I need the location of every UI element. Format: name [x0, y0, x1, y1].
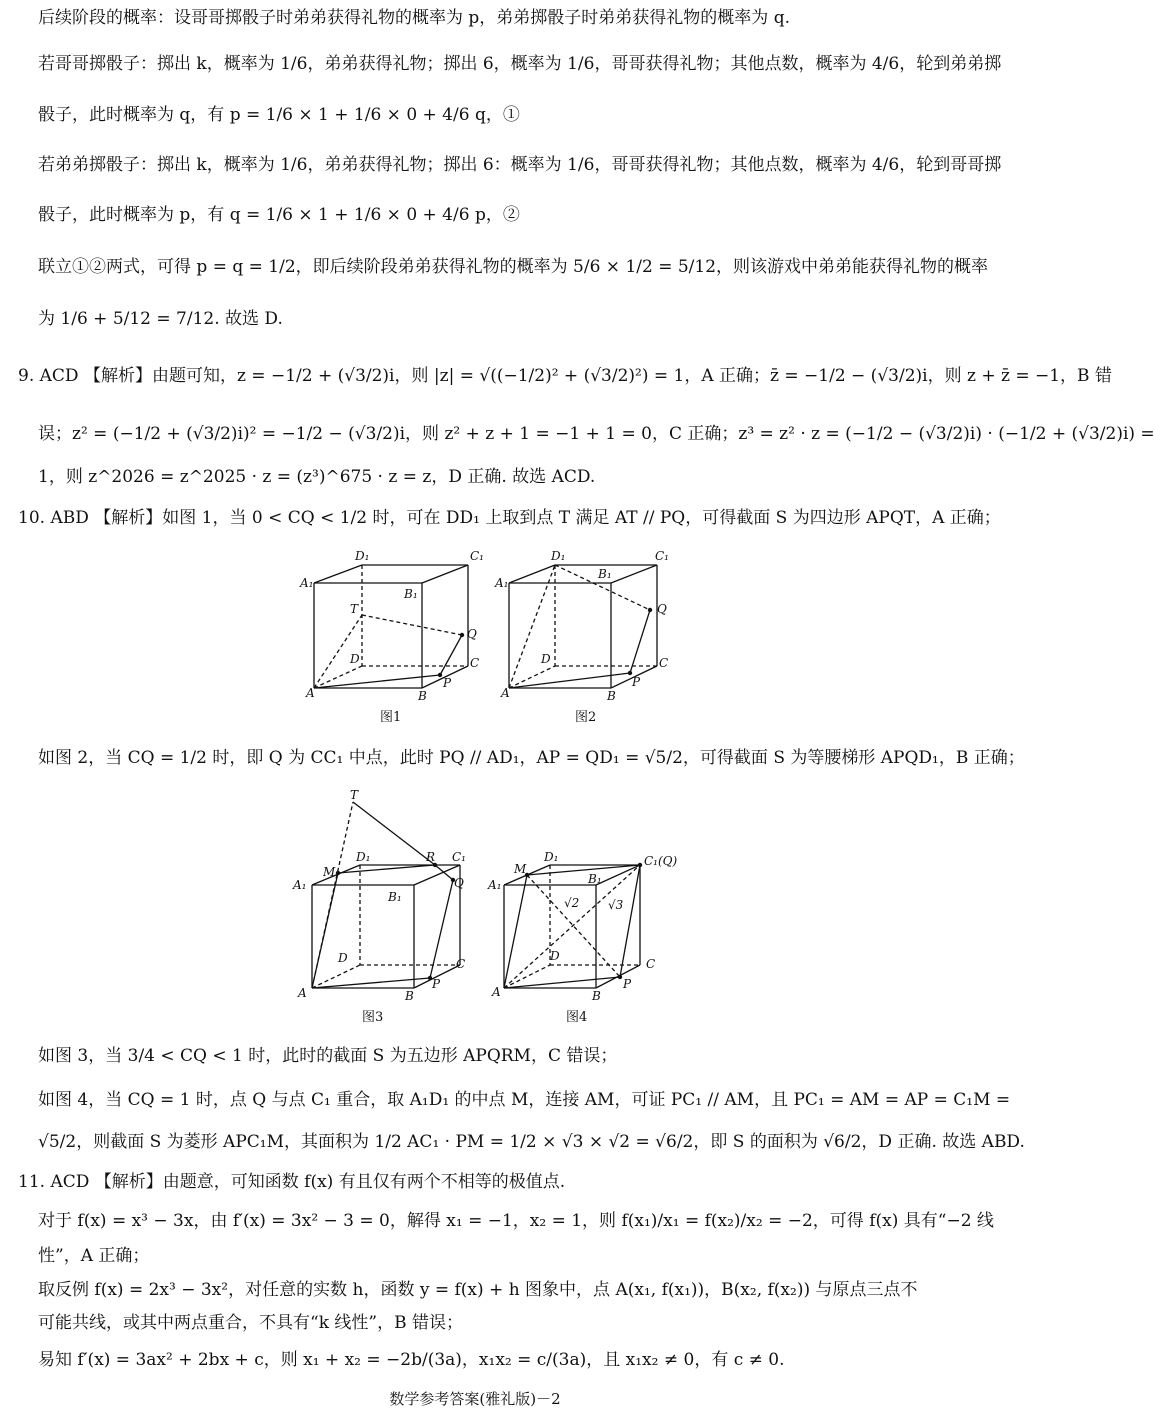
fig4-label-A: A [492, 985, 501, 999]
fig3-label-Q: Q [454, 876, 464, 890]
text-line-3: 骰子，此时概率为 q，有 p = 1/6 × 1 + 1/6 × 0 + 4/6 q，① [38, 105, 520, 125]
text-line-15: √5/2，则截面 S 为菱形 APC₁M，其面积为 1/2 AC₁ · PM = 1/2 × √3 × √2 = √6/2，即 S 的面积为 √6/2，D 正确. 故选 ABD. [38, 1132, 1025, 1152]
fig3-label-B1: B₁ [388, 890, 402, 904]
fig4-label-M: M [514, 862, 527, 876]
fig4-label-P: P [623, 977, 632, 991]
text-line-7: 为 1/6 + 5/12 = 7/12. 故选 D. [38, 309, 283, 329]
fig3-label-T: T [350, 788, 359, 802]
fig1-label-Q: Q [467, 627, 477, 641]
fig4-label-D: D [550, 949, 560, 963]
fig1-label-T: T [350, 602, 359, 616]
text-line-17: 对于 f(x) = x³ − 3x，由 f′(x) = 3x² − 3 = 0，解得 x₁ = −1，x₂ = 1，则 f(x₁)/x₁ = f(x₂)/x₂ = −2，可得 f(x) 具有“−2 线 [38, 1211, 994, 1231]
fig3-caption: 图3 [362, 1010, 384, 1025]
fig2-label-C: C [659, 656, 669, 670]
text-line-10: 1，则 z^2026 = z^2025 · z = (z³)^675 · z = z，D 正确. 故选 ACD. [38, 467, 596, 487]
fig4-label-B1: B₁ [588, 872, 602, 886]
fig1-label-A: A [306, 686, 315, 700]
text-line-20: 可能共线，或其中两点重合，不具有“k 线性”，B 错误； [38, 1313, 463, 1333]
text-line-4: 若弟弟掷骰子：掷出 k，概率为 1/6，弟弟获得礼物；掷出 6：概率为 1/6，哥哥获得礼物；其他点数，概率为 4/6，轮到哥哥掷 [38, 155, 1002, 175]
fig3-label-A1: A₁ [293, 878, 307, 892]
figure-3 [290, 785, 490, 1035]
fig1-label-A1: A₁ [300, 576, 314, 590]
text-line-2: 若哥哥掷骰子：掷出 k，概率为 1/6，弟弟获得礼物；掷出 6，概率为 1/6，哥哥获得礼物；其他点数，概率为 4/6，轮到弟弟掷 [38, 54, 1002, 74]
fig3-label-A: A [298, 986, 307, 1000]
fig4-label-sqrt2: √2 [564, 896, 580, 910]
fig2-label-D1: D₁ [551, 549, 566, 563]
fig1-caption: 图1 [380, 710, 402, 725]
fig2-label-A: A [501, 686, 510, 700]
text-line-14: 如图 4，当 CQ = 1 时，点 Q 与点 C₁ 重合，取 A₁D₁ 的中点 M，连接 AM，可证 PC₁ // AM，且 PC₁ = AM = AP = C₁M = [38, 1090, 1011, 1110]
fig1-label-D: D [350, 652, 360, 666]
fig4-label-A1: A₁ [488, 878, 502, 892]
fig3-label-R: R [426, 850, 436, 864]
fig2-label-A1: A₁ [495, 576, 509, 590]
text-line-12: 如图 2，当 CQ = 1/2 时，即 Q 为 CC₁ 中点，此时 PQ // AD₁，AP = QD₁ = √5/2，可得截面 S 为等腰梯形 APQD₁，B 正确； [38, 748, 1025, 768]
fig3-label-P: P [432, 977, 441, 991]
figure-1 [300, 545, 485, 735]
text-line-9: 误；z² = (−1/2 + (√3/2)i)² = −1/2 − (√3/2)i，则 z² + z + 1 = −1 + 1 = 0，C 正确；z³ = z² · z = (−1/2 − (√3/2)i) · (−1/2 + (√3/2)i) = [38, 424, 1155, 444]
fig1-label-B: B [418, 689, 427, 703]
text-line-18: 性”，A 正确； [38, 1246, 150, 1266]
fig4-label-B: B [592, 989, 601, 1003]
fig3-label-M: M [323, 865, 336, 879]
fig2-label-B: B [607, 689, 616, 703]
fig4-label-C: C [646, 957, 656, 971]
fig2-label-P: P [632, 675, 641, 689]
fig1-label-B1: B₁ [404, 587, 418, 601]
page-footer: 数学参考答案(雅礼版)－2 [389, 1390, 561, 1408]
figure-4 [488, 845, 688, 1035]
fig3-label-B: B [405, 989, 414, 1003]
fig4-label-C1Q: C₁(Q) [644, 854, 678, 868]
fig2-label-C1: C₁ [655, 549, 669, 563]
text-line-16: 11. ACD 【解析】由题意，可知函数 f(x) 有且仅有两个不相等的极值点. [18, 1172, 566, 1192]
text-line-1: 后续阶段的概率：设哥哥掷骰子时弟弟获得礼物的概率为 p，弟弟掷骰子时弟弟获得礼物的概率为 q. [38, 8, 790, 28]
text-line-13: 如图 3，当 3/4 < CQ < 1 时，此时的截面 S 为五边形 APQRM，C 错误； [38, 1046, 618, 1066]
text-line-6: 联立①②两式，可得 p = q = 1/2，即后续阶段弟弟获得礼物的概率为 5/6 × 1/2 = 5/12，则该游戏中弟弟能获得礼物的概率 [38, 257, 989, 277]
text-line-11: 10. ABD 【解析】如图 1，当 0 < CQ < 1/2 时，可在 DD₁ 上取到点 T 满足 AT // PQ，可得截面 S 为四边形 APQT，A 正确； [18, 508, 1001, 528]
fig1-label-D1: D₁ [355, 549, 370, 563]
text-line-8: 9. ACD 【解析】由题可知，z = −1/2 + (√3/2)i，则 |z| = √((−1/2)² + (√3/2)²) = 1，A 正确；z̄ = −1/2 − (√3/2)i，则 z + z̄ = −1，B 错 [18, 366, 1112, 386]
fig4-caption: 图4 [566, 1010, 588, 1025]
fig4-label-D1: D₁ [544, 850, 559, 864]
fig2-label-D: D [541, 652, 551, 666]
text-line-21: 易知 f′(x) = 3ax² + 2bx + c，则 x₁ + x₂ = −2b/(3a)，x₁x₂ = c/(3a)，且 x₁x₂ ≠ 0，有 c ≠ 0. [38, 1350, 785, 1370]
fig3-label-C1: C₁ [452, 850, 466, 864]
fig1-label-C: C [470, 656, 480, 670]
fig1-label-P: P [443, 676, 452, 690]
fig3-label-D: D [338, 951, 348, 965]
fig2-label-B1: B₁ [598, 567, 612, 581]
fig2-label-Q: Q [657, 602, 667, 616]
fig3-label-C: C [456, 957, 466, 971]
fig3-label-D1: D₁ [356, 850, 371, 864]
fig4-label-sqrt3: √3 [608, 898, 624, 912]
figure-2 [495, 545, 680, 735]
text-line-19: 取反例 f(x) = 2x³ − 3x²，对任意的实数 h，函数 y = f(x) + h 图象中，点 A(x₁, f(x₁))，B(x₂, f(x₂)) 与原点三点不 [38, 1280, 918, 1300]
text-line-5: 骰子，此时概率为 p，有 q = 1/6 × 1 + 1/6 × 0 + 4/6 p，② [38, 205, 520, 225]
fig2-caption: 图2 [575, 710, 597, 725]
fig1-label-C1: C₁ [470, 549, 484, 563]
